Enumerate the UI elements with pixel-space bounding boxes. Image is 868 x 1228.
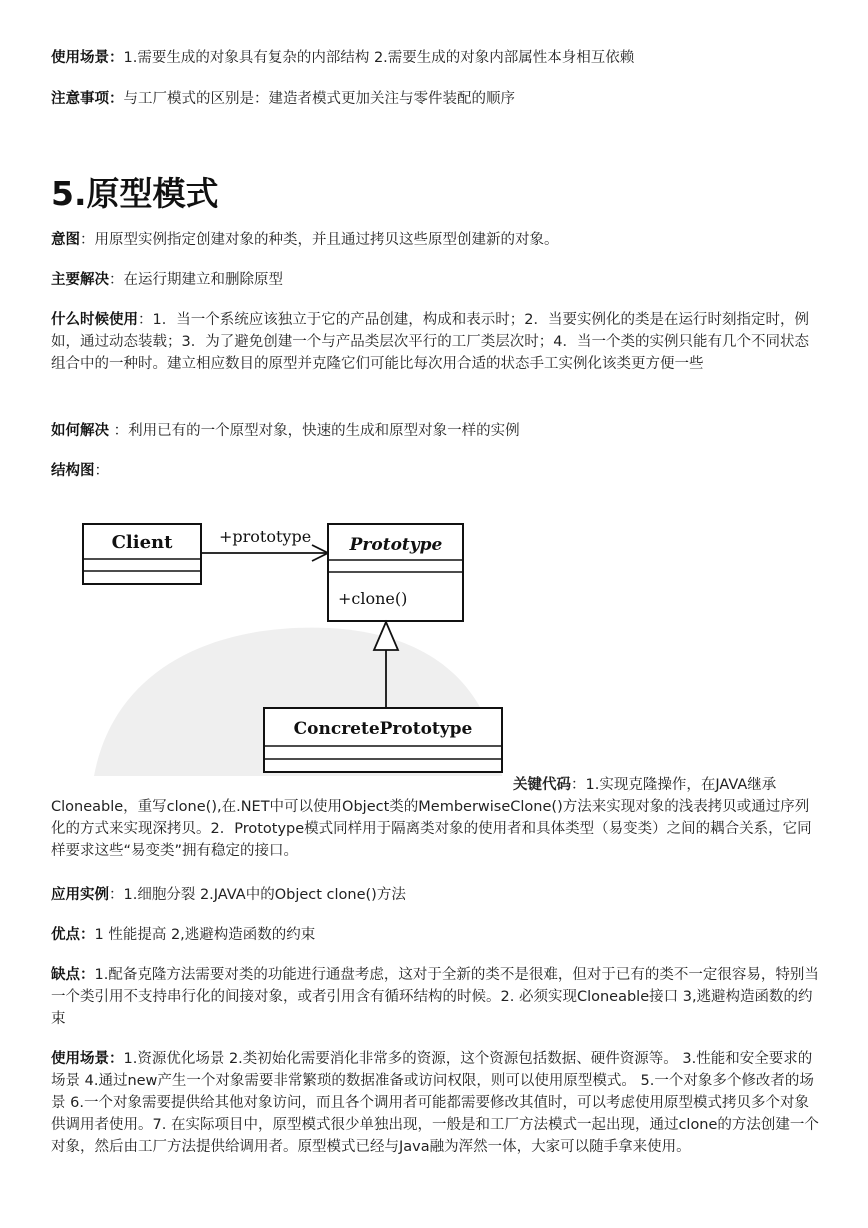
section-title: 5.原型模式 [51, 174, 219, 213]
prototype-class-name: Prototype [349, 535, 443, 555]
key-code-first-line [513, 774, 822, 796]
how-to-solve-text: ：利用已有的一个原型对象，快速的生成和原型对象一样的实例 [109, 423, 520, 439]
builder-note-text: 与工厂模式的区别是：建造者模式更加关注与零件装配的顺序 [123, 91, 515, 107]
builder-note-paragraph [51, 88, 822, 110]
pros-paragraph [51, 924, 822, 946]
usage-paragraph [51, 1048, 822, 1158]
builder-note-label: 注意事项： [51, 91, 124, 107]
main-problem-text: ：在运行期建立和删除原型 [109, 272, 283, 288]
intent-paragraph [51, 229, 822, 251]
builder-usage-text: 1.需要生成的对象具有复杂的内部结构 2.需要生成的对象内部属性本身相互依赖 [123, 50, 635, 66]
client-class-box [83, 524, 201, 584]
usage-label: 使用场景： [51, 1051, 124, 1067]
when-to-use-text: ：1．当一个系统应该独立于它的产品创建，构成和表示时；2．当要实例化的类是在运行时刻指定时，例如，通过动态装载；3．为了避免创建一个与产品类层次平行的工厂类层次时；4．当一个类的实例只能有几个不同状态组合中的一种时。建立相应数目的原型并克隆它们可能比每次用合适的状态手工实例化该类更方便一些 [51, 312, 809, 372]
usage-text: 1.资源优化场景 2.类初始化需要消化非常多的资源，这个资源包括数据、硬件资源等。 3.性能和安全要求的场景 4.通过new产生一个对象需要非常繁琐的数据准备或访问权限，则可以使用原型模式。 5.一个对象多个修改者的场景 6.一个对象需要提供给其他对象访问，而且各个调用者可能都需要修改其值时，可以考虑使用原型模式拷贝多个对象供调用者使用。7. 在实际项目中，原型模式很少单独出现，一般是和工厂方法模式一起出现，通过clone的方法创建一个对象，然后由工厂方法提供给调用者。原型模式已经与Java融为浑然一体，大家可以随手拿来使用。 [51, 1051, 819, 1155]
structure-label: 结构图 [51, 463, 95, 479]
cons-label: 缺点： [51, 967, 95, 983]
when-to-use-label: 什么时候使用 [51, 312, 138, 328]
builder-usage-label: 使用场景： [51, 50, 124, 66]
main-problem-label: 主要解决 [51, 272, 109, 288]
how-to-solve-paragraph [51, 420, 822, 442]
example-label: 应用实例 [51, 887, 109, 903]
how-to-solve-label: 如何解决 [51, 423, 109, 439]
example-text: ：1.细胞分裂 2.JAVA中的Object clone()方法 [109, 887, 406, 903]
main-problem-paragraph [51, 269, 822, 291]
key-code-label: 关键代码 [513, 777, 571, 793]
structure-colon: ： [94, 463, 109, 479]
key-code-text-start: ：1.实现克隆操作，在JAVA继承 [571, 777, 777, 793]
pros-label: 优点： [51, 927, 95, 943]
cons-paragraph [51, 964, 822, 1030]
example-paragraph [51, 884, 822, 906]
client-class-name: Client [111, 532, 173, 553]
builder-usage-paragraph [51, 47, 822, 69]
when-to-use-paragraph [51, 309, 822, 375]
clone-operation: +clone() [338, 589, 408, 608]
key-code-paragraph: Cloneable，重写clone(),在.NET中可以使用Object类的MemberwiseClone()方法来实现对象的浅表拷贝或通过序列化的方式来实现深拷贝。2．Prototype模式同样用于隔离类对象的使用者和具体类型（易变类）之间的耦合关系，它同样要求这些“易变类”拥有稳定的接口。 [51, 799, 812, 859]
prototype-class-box [328, 524, 463, 621]
intent-label: 意图 [51, 232, 80, 248]
concrete-prototype-class-name: ConcretePrototype [293, 719, 473, 739]
concrete-prototype-class-box [264, 708, 502, 772]
structure-paragraph [51, 460, 822, 482]
pros-text: 1 性能提高 2,逃避构造函数的约束 [94, 927, 316, 943]
association-arrow [201, 527, 328, 561]
association-label: +prototype [219, 527, 312, 546]
cons-text: 1.配备克隆方法需要对类的功能进行通盘考虑，这对于全新的类不是很难，但对于已有的类不一定很容易，特别当一个类引用不支持串行化的间接对象，或者引用含有循环结构的时候。2. 必须实现Cloneable接口 3,逃避构造函数的约束 [51, 967, 819, 1027]
intent-text: ：用原型实例指定创建对象的种类，并且通过拷贝这些原型创建新的对象。 [80, 232, 559, 248]
uml-class-diagram [74, 518, 504, 778]
